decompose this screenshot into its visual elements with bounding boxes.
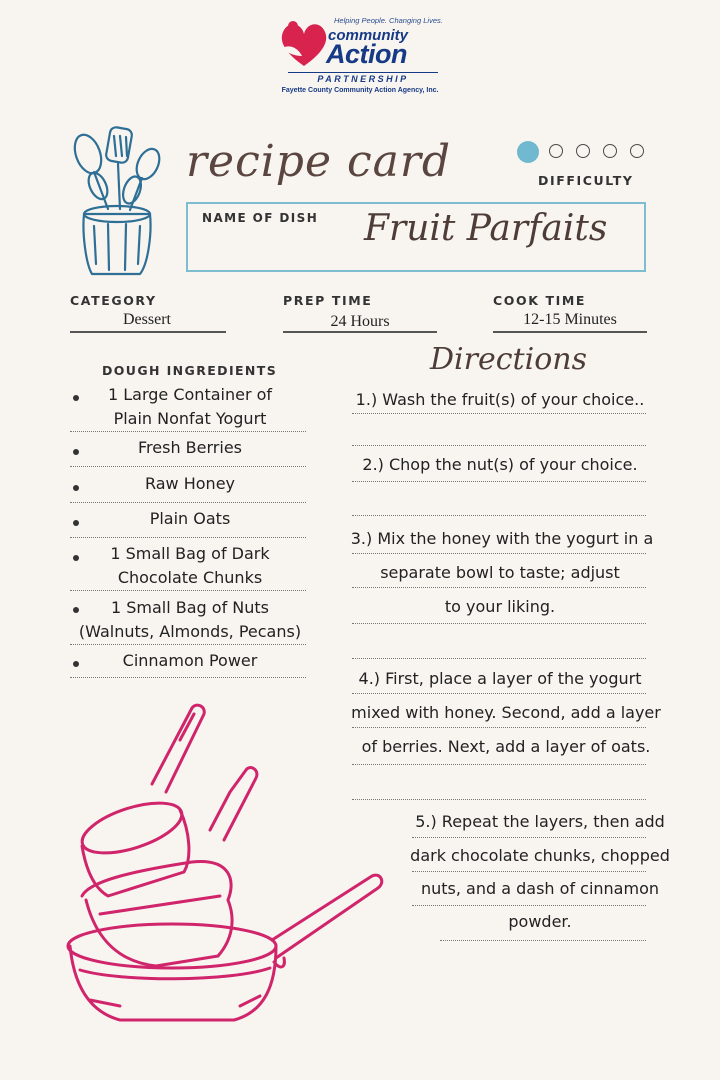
ingredient-item (70, 649, 306, 678)
difficulty-dot (603, 144, 617, 158)
direction-line: of berries. Next, add a layer of oats. (361, 737, 651, 756)
dotted-rule (352, 727, 646, 728)
stacked-pans-icon (60, 700, 390, 1030)
difficulty-dot (576, 144, 590, 158)
dotted-rule (352, 481, 646, 482)
dotted-rule (440, 940, 646, 941)
ingredient-line: 1 Small Bag of Nuts (110, 598, 270, 617)
direction-line: 3.) Mix the honey with the yogurt in a (350, 529, 654, 548)
dish-name-label: NAME OF DISH (202, 211, 319, 225)
difficulty-dot-filled (517, 141, 539, 163)
dotted-rule (412, 905, 646, 906)
dotted-rule (412, 837, 646, 838)
direction-line: dark chocolate chunks, chopped (410, 846, 670, 865)
cook-time-label: COOK TIME (493, 293, 587, 308)
difficulty-label: DIFFICULTY (538, 173, 634, 188)
dotted-rule (352, 515, 646, 516)
prep-time-value: 24 Hours (330, 313, 390, 330)
ingredient-item (70, 383, 306, 432)
dotted-rule (352, 799, 646, 800)
direction-line: 2.) Chop the nut(s) of your choice. (362, 455, 638, 474)
category-label: CATEGORY (70, 293, 157, 308)
category-value: Dessert (123, 311, 171, 328)
utensil-jar-icon (68, 124, 168, 279)
agency-logo (270, 12, 450, 98)
dotted-rule (352, 658, 646, 659)
difficulty-dot (630, 144, 644, 158)
ingredient-line: Fresh Berries (138, 438, 242, 457)
ingredient-line: Plain Oats (149, 509, 231, 528)
ingredient-item (70, 472, 306, 503)
direction-line: 1.) Wash the fruit(s) of your choice.. (355, 390, 645, 409)
logo-partnership-text: PARTNERSHIP (288, 72, 438, 84)
ingredient-line: Raw Honey (144, 474, 235, 493)
category-underline (70, 331, 226, 333)
direction-line: nuts, and a dash of cinnamon (420, 879, 659, 898)
dotted-rule (352, 693, 646, 694)
ingredient-line: Cinnamon Power (122, 651, 258, 670)
ingredient-line: 1 Small Bag of Dark (110, 544, 270, 563)
difficulty-dot (549, 144, 563, 158)
ingredient-item (70, 542, 306, 591)
ingredient-line: Plain Nonfat Yogurt (113, 409, 267, 428)
direction-line: mixed with honey. Second, add a layer (351, 703, 661, 722)
logo-community-text: community (328, 27, 409, 44)
dotted-rule (352, 445, 646, 446)
logo-action-text: Action (326, 39, 407, 69)
direction-line: 5.) Repeat the layers, then add (415, 812, 665, 831)
ingredient-item (70, 596, 306, 645)
dotted-rule (352, 764, 646, 765)
dotted-rule (412, 871, 646, 872)
ingredient-item (70, 507, 306, 538)
ingredient-line: (Walnuts, Almonds, Pecans) (78, 622, 302, 641)
heart-hands-icon (276, 18, 332, 70)
prep-time-underline (283, 331, 437, 333)
direction-line: to your liking. (444, 597, 556, 616)
dotted-rule (352, 623, 646, 624)
direction-line: powder. (508, 912, 572, 931)
dotted-rule (352, 413, 646, 414)
dish-name-value: Fruit Parfaits (364, 208, 608, 249)
prep-time-label: PREP TIME (283, 293, 373, 308)
logo-agency-name: Fayette County Community Action Agency, Inc. (281, 87, 439, 94)
ingredient-item (70, 436, 306, 467)
direction-line: 4.) First, place a layer of the yogurt (358, 669, 642, 688)
ingredient-line: Chocolate Chunks (117, 568, 263, 587)
directions-heading: Directions (430, 342, 587, 377)
ingredient-line: 1 Large Container of (107, 385, 273, 404)
logo-tagline: Helping People. Changing Lives. (334, 16, 443, 25)
cook-time-underline (493, 331, 647, 333)
direction-line: separate bowl to taste; adjust (380, 563, 620, 582)
dotted-rule (352, 553, 646, 554)
ingredients-heading: DOUGH INGREDIENTS (102, 363, 278, 378)
recipe-card-title: recipe card (186, 136, 452, 187)
cook-time-value: 12-15 Minutes (523, 311, 617, 328)
dotted-rule (352, 587, 646, 588)
